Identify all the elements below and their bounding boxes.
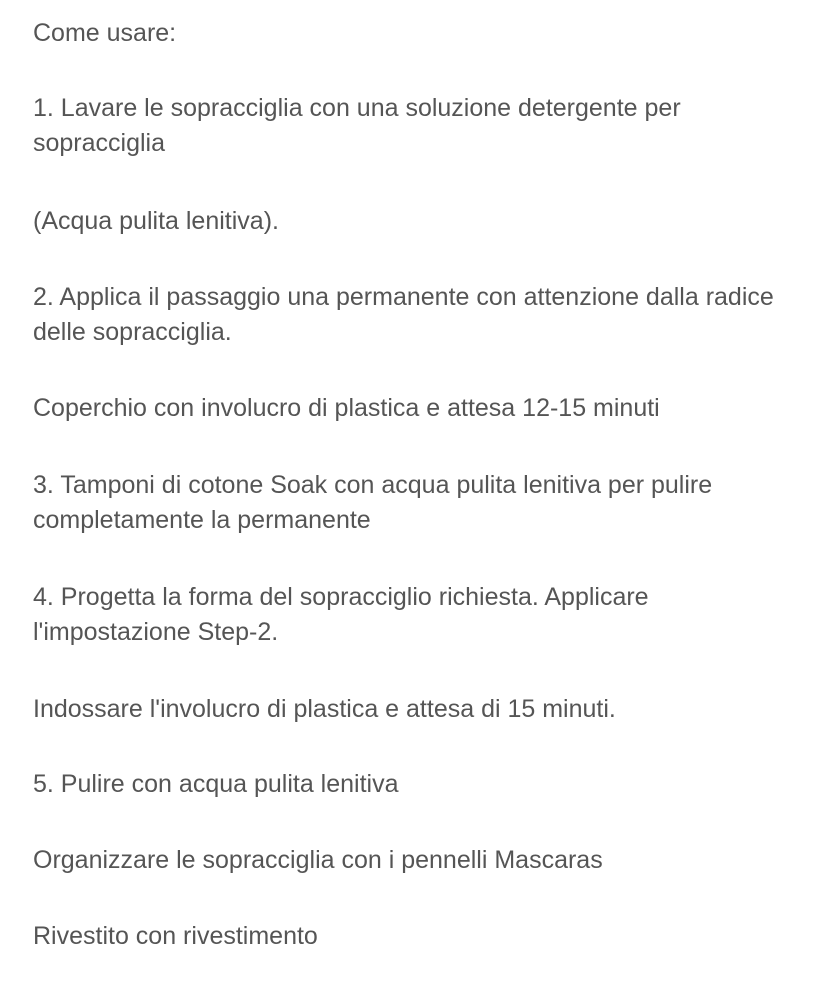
step-1: 1. Lavare le sopracciglia con una soluzione detergente per sopracciglia: [33, 94, 681, 157]
step-5: 5. Pulire con acqua pulita lenitiva: [33, 770, 399, 798]
step-4: 4. Progetta la forma del sopracciglio richiesta. Applicare l'impostazione Step-2.: [33, 583, 649, 646]
step-2: 2. Applica il passaggio una permanente con attenzione dalla radice delle sopracciglia.: [33, 283, 774, 346]
step-1-note: (Acqua pulita lenitiva).: [33, 207, 279, 235]
step-3: 3. Tamponi di cotone Soak con acqua pulita lenitiva per pulire completamente la permanente: [33, 471, 713, 534]
step-2-note: Coperchio con involucro di plastica e attesa 12-15 minuti: [33, 394, 660, 422]
instructions-heading: Come usare:: [33, 19, 177, 47]
step-5-note-2: Rivestito con rivestimento: [33, 922, 318, 950]
step-5-note-1: Organizzare le sopracciglia con i pennelli Mascaras: [33, 846, 603, 874]
step-4-note: Indossare l'involucro di plastica e attesa di 15 minuti.: [33, 695, 616, 723]
